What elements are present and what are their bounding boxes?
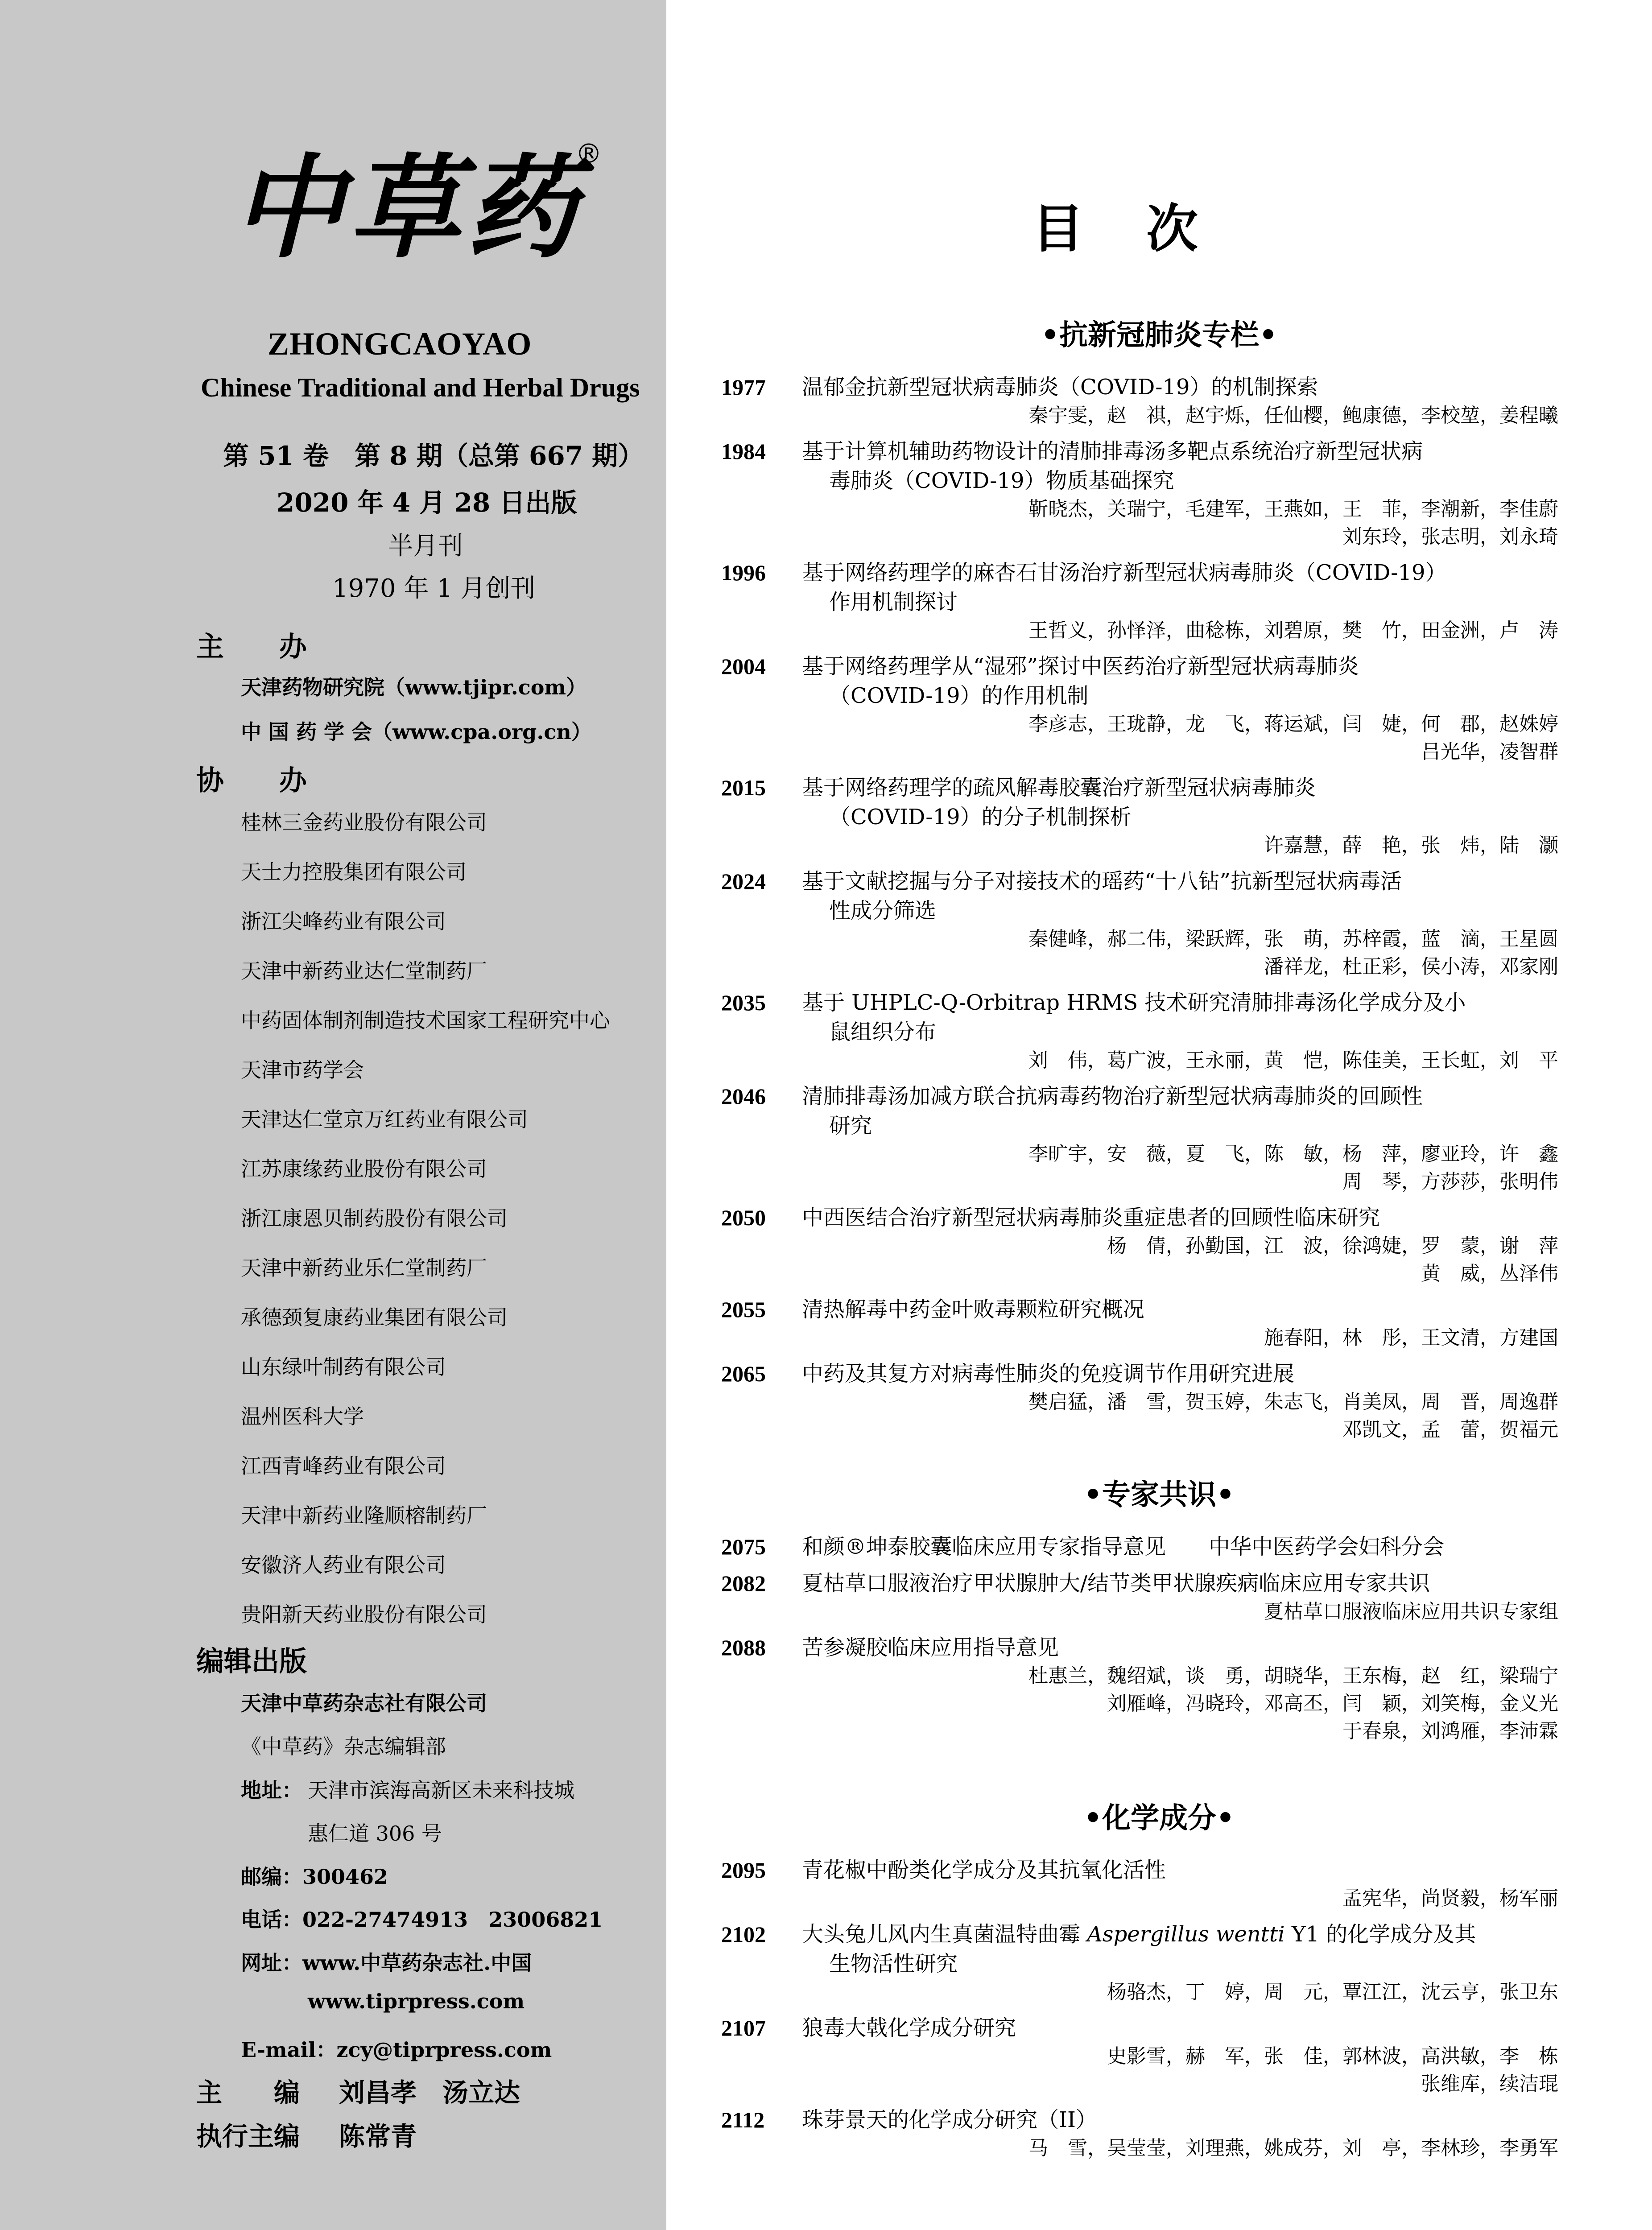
toc-title: 目次 bbox=[1032, 199, 1260, 259]
page-number: 2082 bbox=[721, 1571, 766, 1596]
page-number: 2088 bbox=[721, 1635, 766, 1660]
article-title: 生物活性研究 bbox=[829, 1951, 958, 1976]
page-number: 2004 bbox=[721, 654, 766, 679]
co-sponsor-item: 中药固体制剂制造技术国家工程研究中心 bbox=[241, 1008, 610, 1032]
section-heading: •化学成分• bbox=[1084, 1802, 1235, 1835]
editorial-dept: 《中草药》杂志编辑部 bbox=[241, 1734, 446, 1759]
article-authors: 邓凯文，孟 蕾，贺福元 bbox=[1342, 1418, 1558, 1441]
section-heading: •抗新冠肺炎专栏• bbox=[1041, 319, 1277, 352]
article-title: 研究 bbox=[829, 1113, 872, 1138]
article-title: 性成分筛选 bbox=[829, 898, 937, 923]
article-title: 鼠组织分布 bbox=[829, 1020, 937, 1045]
article-title: 珠芽景天的化学成分研究（II） bbox=[802, 2107, 1097, 2132]
article-authors: 孟宪华，尚贤毅，杨军丽 bbox=[1342, 1887, 1558, 1910]
article-authors: 于春泉，刘鸿雁，李沛霖 bbox=[1342, 1720, 1558, 1743]
founded-date: 1970 年 1 月创刊 bbox=[332, 574, 536, 603]
article-title: 和颜®坤泰胶囊临床应用专家指导意见 中华中医药学会妇科分会 bbox=[802, 1534, 1445, 1559]
co-sponsor-item: 天津中新药业乐仁堂制药厂 bbox=[241, 1256, 487, 1280]
page-number: 1984 bbox=[721, 439, 766, 464]
co-sponsor-item: 山东绿叶制药有限公司 bbox=[241, 1355, 446, 1379]
page-number: 2024 bbox=[721, 869, 766, 894]
article-title: 基于 UHPLC-Q-Orbitrap HRMS 技术研究清肺排毒汤化学成分及小 bbox=[802, 990, 1466, 1015]
article-authors: 秦宇雯，赵 祺，赵宇烁，任仙樱，鲍康德，李校堃，姜程曦 bbox=[1028, 404, 1558, 427]
article-authors: 李旷宇，安 薇，夏 飞，陈 敏，杨 萍，廖亚玲，许 鑫 bbox=[1028, 1143, 1558, 1165]
co-sponsor-item: 江苏康缘药业股份有限公司 bbox=[241, 1157, 487, 1181]
article-authors: 史影雪，赫 军，张 佳，郭林波，高洪敏，李 栋 bbox=[1107, 2045, 1558, 2068]
co-sponsor-item: 天津达仁堂京万红药业有限公司 bbox=[241, 1107, 528, 1132]
co-sponsor-label: 协 办 bbox=[196, 764, 307, 797]
address-line-1: 天津市滨海高新区未来科技城 bbox=[308, 1778, 574, 1802]
article-authors: 周 琴，方莎莎，张明伟 bbox=[1342, 1170, 1558, 1193]
page-number: 1977 bbox=[721, 375, 766, 400]
chief-editor-names: 刘昌孝 汤立达 bbox=[339, 2077, 520, 2108]
page-number: 2107 bbox=[721, 2015, 766, 2040]
page-number: 2065 bbox=[721, 1361, 766, 1386]
article-authors: 靳晓杰，关瑞宁，毛建军，王燕如，王 菲，李潮新，李佳蔚 bbox=[1028, 498, 1558, 520]
article-title: （COVID-19）的分子机制探析 bbox=[829, 805, 1132, 830]
co-sponsor-item: 天津中新药业隆顺榕制药厂 bbox=[241, 1503, 487, 1528]
co-sponsor-item: 安徽济人药业有限公司 bbox=[241, 1553, 446, 1577]
co-sponsor-item: 贵阳新天药业股份有限公司 bbox=[241, 1602, 487, 1627]
article-authors: 张维库，续洁琨 bbox=[1421, 2073, 1558, 2095]
publisher-name: 天津中草药杂志社有限公司 bbox=[241, 1691, 487, 1715]
article-title: 青花椒中酚类化学成分及其抗氧化活性 bbox=[802, 1858, 1166, 1883]
journal-logo bbox=[232, 134, 602, 281]
page-number: 2055 bbox=[721, 1297, 766, 1322]
section-heading: •专家共识• bbox=[1084, 1478, 1235, 1511]
article-authors: 秦健峰，郝二伟，梁跃辉，张 萌，苏梓霞，蓝 滴，王星圆 bbox=[1028, 928, 1558, 950]
article-authors: 杨骆杰，丁 婷，周 元，覃江江，沈云亨，张卫东 bbox=[1107, 1981, 1558, 2003]
article-title: 苦参凝胶临床应用指导意见 bbox=[802, 1635, 1059, 1660]
article-title: 基于网络药理学的麻杏石甘汤治疗新型冠状病毒肺炎（COVID-19） bbox=[802, 560, 1447, 585]
article-authors: 杨 倩，孙勤国，江 波，徐鸿婕，罗 蒙，谢 萍 bbox=[1107, 1235, 1558, 1257]
article-authors: 许嘉慧，薛 艳，张 炜，陆 灏 bbox=[1264, 834, 1558, 857]
co-sponsor-item: 承德颈复康药业集团有限公司 bbox=[241, 1305, 508, 1330]
co-sponsor-item: 天津中新药业达仁堂制药厂 bbox=[241, 959, 487, 983]
article-authors: 刘东玲，张志明，刘永琦 bbox=[1342, 525, 1558, 548]
page-number: 1996 bbox=[721, 560, 766, 585]
article-title: 中药及其复方对病毒性肺炎的免疫调节作用研究进展 bbox=[802, 1361, 1295, 1386]
article-title: 基于网络药理学的疏风解毒胶囊治疗新型冠状病毒肺炎 bbox=[802, 775, 1316, 800]
page-number: 2046 bbox=[721, 1084, 766, 1109]
page-number: 2095 bbox=[721, 1858, 766, 1883]
page-number: 2112 bbox=[721, 2107, 765, 2132]
sponsor-item: 中 国 药 学 会（www.cpa.org.cn） bbox=[241, 720, 592, 744]
article-title: 中西医结合治疗新型冠状病毒肺炎重症患者的回顾性临床研究 bbox=[802, 1205, 1380, 1230]
article-authors: 黄 威，丛泽伟 bbox=[1421, 1262, 1558, 1285]
co-sponsor-item: 江西青峰药业有限公司 bbox=[241, 1454, 446, 1478]
address-label: 地址： bbox=[241, 1778, 302, 1802]
page-number: 2050 bbox=[721, 1205, 766, 1230]
registered-mark: ® bbox=[575, 138, 602, 169]
executive-editor-label: 执行主编 bbox=[196, 2121, 300, 2152]
article-title: 基于计算机辅助药物设计的清肺排毒汤多靶点系统治疗新型冠状病 bbox=[802, 439, 1423, 464]
article-authors: 施春阳，林 彤，王文清，方建国 bbox=[1264, 1326, 1558, 1349]
email: E-mail：zcy@tiprpress.com bbox=[241, 2038, 552, 2062]
co-sponsor-item: 浙江康恩贝制药股份有限公司 bbox=[241, 1206, 508, 1231]
publisher-label: 编辑出版 bbox=[196, 1645, 307, 1677]
table-of-contents bbox=[666, 0, 1652, 2230]
article-title: 清热解毒中药金叶败毒颗粒研究概况 bbox=[802, 1297, 1145, 1322]
frequency: 半月刊 bbox=[388, 532, 463, 561]
sponsor-item: 天津药物研究院（www.tjipr.com） bbox=[241, 675, 587, 699]
article-title: 大头兔儿风内生真菌温特曲霉 Aspergillus wentti Y1 的化学成分及其 bbox=[802, 1922, 1476, 1947]
article-authors: 刘 伟，葛广波，王永丽，黄 恺，陈佳美，王长虹，刘 平 bbox=[1028, 1049, 1558, 1072]
sponsor-label: 主 办 bbox=[196, 630, 307, 663]
page-number: 2035 bbox=[721, 990, 766, 1015]
chief-editor-label: 主 编 bbox=[196, 2077, 300, 2108]
co-sponsor-item: 浙江尖峰药业有限公司 bbox=[241, 909, 446, 933]
phone: 电话：022-27474913 23006821 bbox=[241, 1908, 603, 1932]
website-2: www.tiprpress.com bbox=[308, 1989, 525, 2013]
article-authors: 夏枯草口服液临床应用共识专家组 bbox=[1264, 1600, 1558, 1623]
article-title: （COVID-19）的作用机制 bbox=[829, 683, 1089, 708]
page-number: 2102 bbox=[721, 1922, 766, 1947]
journal-pinyin: ZHONGCAOYAO bbox=[268, 326, 532, 362]
article-authors: 王哲义，孙怿泽，曲稔栋，刘碧原，樊 竹，田金洲，卢 涛 bbox=[1028, 619, 1558, 642]
article-authors: 樊启猛，潘 雪，贺玉婷，朱志飞，肖美凤，周 晋，周逸群 bbox=[1028, 1391, 1558, 1413]
address-line-2: 惠仁道 306 号 bbox=[308, 1821, 442, 1846]
article-title: 狼毒大戟化学成分研究 bbox=[802, 2015, 1016, 2040]
postcode: 邮编：300462 bbox=[241, 1865, 388, 1889]
executive-editor-name: 陈常青 bbox=[339, 2121, 417, 2152]
masthead-sidebar bbox=[0, 0, 666, 2230]
species-name: Aspergillus wentti bbox=[1087, 1922, 1285, 1947]
article-authors: 马 雪，吴莹莹，刘理燕，姚成芬，刘 亭，李林珍，李勇军 bbox=[1028, 2137, 1558, 2160]
article-authors: 潘祥龙，杜正彩，侯小涛，邓家刚 bbox=[1264, 955, 1558, 978]
article-authors: 李彦志，王珑静，龙 飞，蒋运斌，闫 婕，何 郡，赵姝婷 bbox=[1028, 713, 1558, 735]
co-sponsor-item: 温州医科大学 bbox=[241, 1404, 364, 1429]
article-title: 夏枯草口服液治疗甲状腺肿大/结节类甲状腺疾病临床应用专家共识 bbox=[802, 1571, 1430, 1596]
article-authors: 吕光华，凌智群 bbox=[1421, 740, 1558, 763]
article-authors: 杜惠兰，魏绍斌，谈 勇，胡晓华，王东梅，赵 红，梁瑞宁 bbox=[1028, 1664, 1558, 1687]
co-sponsor-item: 天津市药学会 bbox=[241, 1058, 364, 1082]
article-title: 基于文献挖掘与分子对接技术的瑶药“十八钻”抗新型冠状病毒活 bbox=[802, 869, 1402, 894]
article-title: 作用机制探讨 bbox=[829, 590, 958, 615]
article-title: 基于网络药理学从“湿邪”探讨中医药治疗新型冠状病毒肺炎 bbox=[802, 654, 1359, 679]
co-sponsor-item: 桂林三金药业股份有限公司 bbox=[241, 810, 487, 834]
website-1: 网址：www.中草药杂志社.中国 bbox=[241, 1951, 532, 1975]
article-title: 清肺排毒汤加减方联合抗病毒药物治疗新型冠状病毒肺炎的回顾性 bbox=[802, 1084, 1423, 1109]
publish-date: 2020 年 4 月 28 日出版 bbox=[277, 487, 577, 518]
logo-text: 中草药 bbox=[232, 142, 582, 273]
page-number: 2075 bbox=[721, 1534, 766, 1559]
journal-english-title: Chinese Traditional and Herbal Drugs bbox=[201, 373, 640, 402]
article-title: 温郁金抗新型冠状病毒肺炎（COVID-19）的机制探索 bbox=[802, 375, 1318, 400]
article-authors: 刘雁峰，冯晓玲，邓高丕，闫 颖，刘笑梅，金义光 bbox=[1107, 1692, 1558, 1715]
co-sponsor-item: 天士力控股集团有限公司 bbox=[241, 860, 467, 884]
page-number: 2015 bbox=[721, 775, 766, 800]
article-title: 毒肺炎（COVID-19）物质基础探究 bbox=[829, 468, 1174, 493]
volume-issue: 第 51 卷 第 8 期（总第 667 期） bbox=[223, 441, 644, 471]
